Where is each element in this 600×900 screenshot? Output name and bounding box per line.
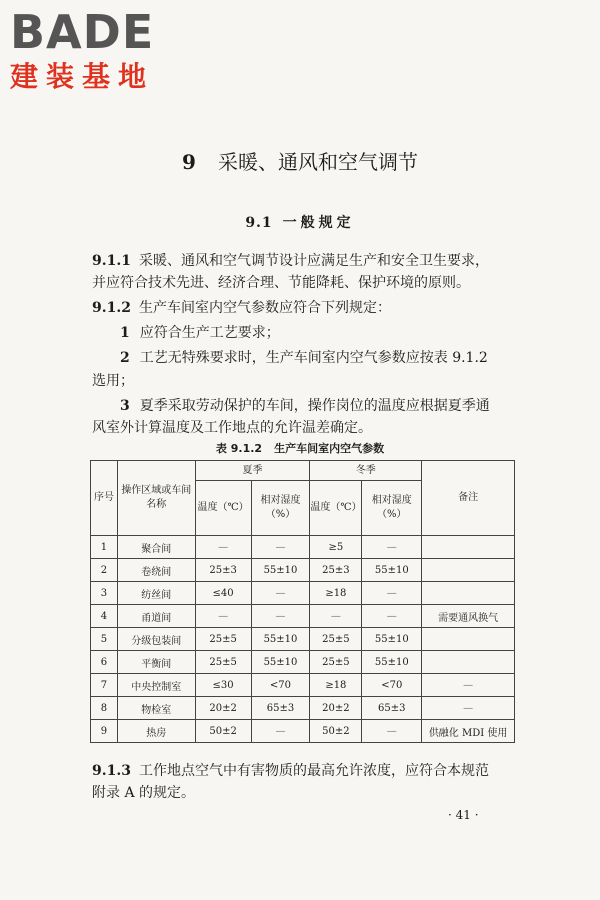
item-number: 3: [120, 398, 130, 414]
cell-area: 分级包装间: [117, 628, 195, 651]
clause-item-3: [120, 395, 512, 417]
cell-seq: 6: [91, 651, 118, 674]
cell-winter-temp: ≥18: [310, 674, 362, 697]
chapter-heading: [0, 146, 600, 175]
page-number: · 41 ·: [448, 808, 479, 822]
table-row: [91, 536, 515, 559]
clause-code: 9.1.3: [92, 763, 131, 779]
table-row: [91, 559, 515, 582]
cell-summer-temp: 25±5: [195, 628, 251, 651]
cell-summer-temp: ≤40: [195, 582, 251, 605]
clause-text: 工作地点空气中有害物质的最高允许浓度，应符合本规范: [138, 763, 489, 779]
cell-winter-temp: 25±5: [310, 651, 362, 674]
cell-remark: [422, 651, 515, 674]
cell-winter-temp: ≥5: [310, 536, 362, 559]
cell-remark: [422, 582, 515, 605]
clause-text-cont: 附录 A 的规定。: [92, 785, 196, 801]
cell-area: 聚合间: [117, 536, 195, 559]
item-text: 工艺无特殊要求时，生产车间室内空气参数应按表 9.1.2: [139, 350, 488, 366]
cell-winter-temp: ≥18: [310, 582, 362, 605]
cell-winter-temp: 50±2: [310, 720, 362, 743]
header-winter-rh: 相对湿度（%）: [362, 481, 422, 536]
cell-remark: —: [422, 674, 515, 697]
cell-area: 纺丝间: [117, 582, 195, 605]
item-text: 夏季采取劳动保护的车间，操作岗位的温度应根据夏季通: [139, 398, 490, 414]
cell-winter-temp: —: [310, 605, 362, 628]
cell-seq: 4: [91, 605, 118, 628]
header-area: 操作区域或车间名称: [117, 461, 195, 536]
cell-summer-rh: 55±10: [251, 651, 310, 674]
table-row: [91, 697, 515, 720]
clause-item-1: [120, 322, 512, 344]
table-number: 表 9.1.2: [215, 442, 263, 455]
logo-text-cn: 建装基地: [10, 60, 155, 93]
cell-remark: 需要通风换气: [422, 605, 515, 628]
table-row: [91, 605, 515, 628]
cell-winter-rh: <70: [362, 674, 422, 697]
clause-item-2: [120, 347, 512, 369]
cell-winter-rh: 55±10: [362, 628, 422, 651]
clause-9-1-1: [92, 250, 512, 294]
item-text-cont: 选用；: [92, 373, 134, 389]
cell-remark: 供融化 MDI 使用: [422, 720, 515, 743]
clause-text-cont: 并应符合技术先进、经济合理、节能降耗、保护环境的原则。: [92, 275, 470, 291]
table-row: [91, 674, 515, 697]
cell-area: 热房: [117, 720, 195, 743]
cell-area: 中央控制室: [117, 674, 195, 697]
cell-area: 物检室: [117, 697, 195, 720]
cell-remark: [422, 628, 515, 651]
header-winter: 冬季: [310, 461, 422, 481]
cell-remark: [422, 536, 515, 559]
cell-summer-temp: —: [195, 536, 251, 559]
cell-summer-temp: 50±2: [195, 720, 251, 743]
air-parameters-table: [90, 460, 515, 743]
clause-text: 生产车间室内空气参数应符合下列规定：: [138, 300, 391, 316]
table-row: [91, 628, 515, 651]
cell-summer-temp: ≤30: [195, 674, 251, 697]
clause-code: 9.1.2: [92, 300, 131, 316]
header-winter-temp: 温度（℃）: [310, 481, 362, 536]
cell-seq: 1: [91, 536, 118, 559]
cell-remark: —: [422, 697, 515, 720]
table-row: [91, 720, 515, 743]
chapter-number: 9: [182, 150, 196, 174]
cell-winter-rh: —: [362, 536, 422, 559]
clause-9-1-2: [92, 297, 512, 319]
section-number: 9.1: [245, 215, 273, 231]
cell-summer-rh: —: [251, 720, 310, 743]
logo-text-en: BADE: [10, 5, 155, 59]
cell-summer-temp: —: [195, 605, 251, 628]
section-title: 一般规定: [282, 215, 355, 231]
chapter-title: 采暖、通风和空气调节: [217, 150, 418, 174]
table-title: 生产车间室内空气参数: [274, 442, 385, 455]
table-body: [91, 536, 515, 743]
cell-seq: 8: [91, 697, 118, 720]
item-text: 应符合生产工艺要求；: [139, 325, 280, 341]
cell-winter-rh: 65±3: [362, 697, 422, 720]
cell-seq: 5: [91, 628, 118, 651]
cell-area: 平衡间: [117, 651, 195, 674]
item-text-cont: 风室外计算温度及工作地点的允许温差确定。: [92, 420, 372, 436]
table-row: [91, 651, 515, 674]
clause-item-3-cont: [92, 417, 512, 439]
header-summer-temp: 温度（℃）: [195, 481, 251, 536]
cell-winter-temp: 20±2: [310, 697, 362, 720]
cell-summer-rh: —: [251, 536, 310, 559]
cell-winter-rh: —: [362, 582, 422, 605]
cell-summer-rh: 55±10: [251, 559, 310, 582]
header-remark: 备注: [422, 461, 515, 536]
cell-summer-rh: <70: [251, 674, 310, 697]
item-number: 1: [120, 325, 130, 341]
clause-text: 采暖、通风和空气调节设计应满足生产和安全卫生要求，: [138, 253, 489, 269]
cell-summer-rh: 65±3: [251, 697, 310, 720]
cell-winter-rh: —: [362, 605, 422, 628]
table-caption: [0, 440, 600, 456]
logo: [10, 6, 154, 94]
cell-winter-temp: 25±3: [310, 559, 362, 582]
clause-code: 9.1.1: [92, 253, 131, 269]
clause-item-2-cont: [92, 370, 512, 392]
item-number: 2: [120, 350, 130, 366]
cell-remark: [422, 559, 515, 582]
cell-summer-rh: —: [251, 582, 310, 605]
cell-summer-temp: 25±3: [195, 559, 251, 582]
header-summer: 夏季: [195, 461, 310, 481]
cell-winter-temp: 25±5: [310, 628, 362, 651]
header-summer-rh: 相对湿度（%）: [251, 481, 310, 536]
cell-area: 卷绕间: [117, 559, 195, 582]
header-seq: 序号: [91, 461, 118, 536]
cell-summer-rh: 55±10: [251, 628, 310, 651]
cell-area: 甬道间: [117, 605, 195, 628]
cell-winter-rh: —: [362, 720, 422, 743]
cell-seq: 2: [91, 559, 118, 582]
cell-summer-temp: 20±2: [195, 697, 251, 720]
section-heading: [0, 212, 600, 232]
cell-summer-temp: 25±5: [195, 651, 251, 674]
cell-summer-rh: —: [251, 605, 310, 628]
clause-9-1-3: [92, 760, 512, 804]
cell-winter-rh: 55±10: [362, 651, 422, 674]
cell-winter-rh: 55±10: [362, 559, 422, 582]
cell-seq: 9: [91, 720, 118, 743]
cell-seq: 7: [91, 674, 118, 697]
table-row: [91, 582, 515, 605]
cell-seq: 3: [91, 582, 118, 605]
